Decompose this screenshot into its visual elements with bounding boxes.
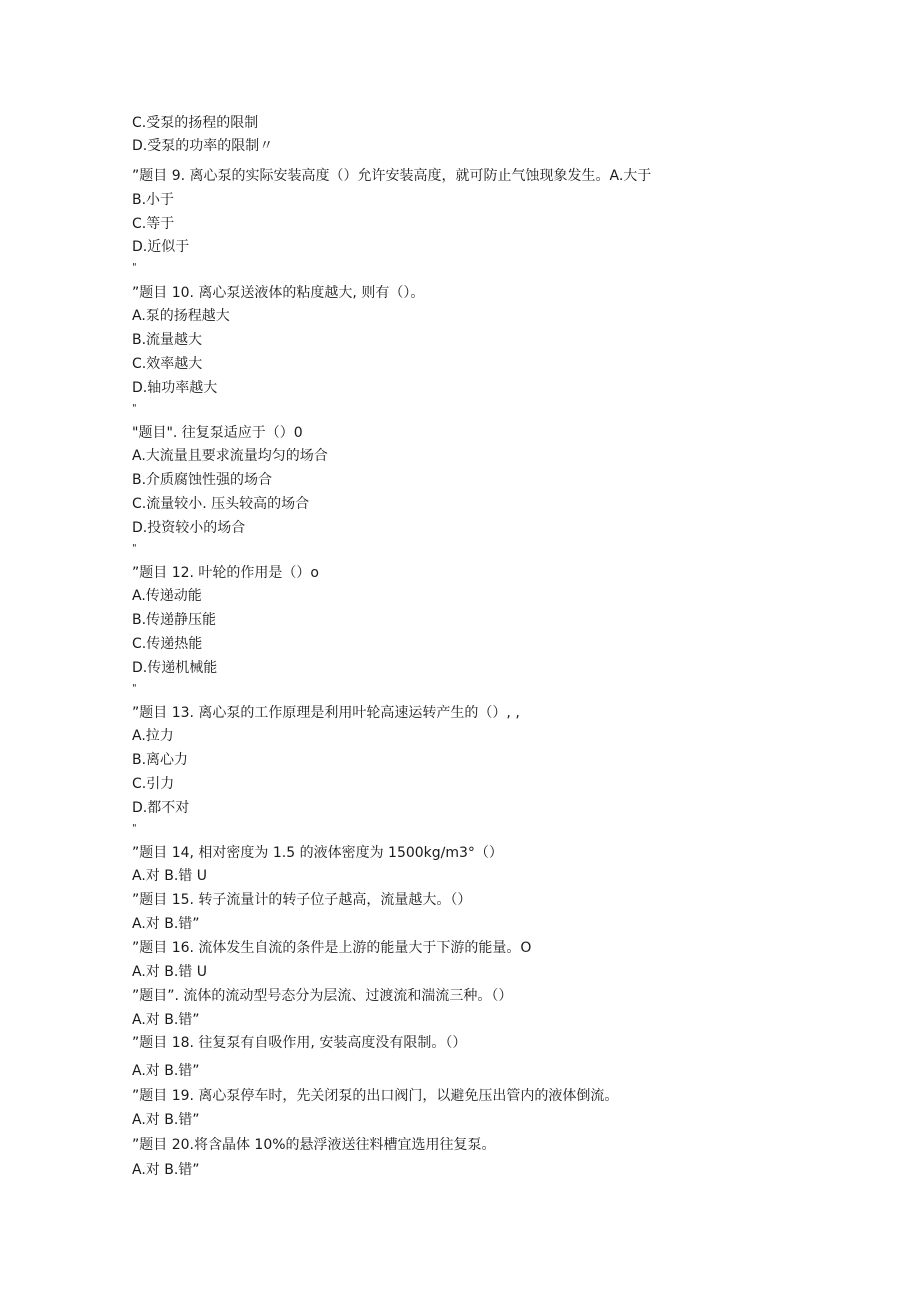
answer-option: C.传递热能 bbox=[132, 636, 203, 652]
question-text: ”题目 18. 往复泵有自吸作用, 安装高度没有限制。（） bbox=[132, 1035, 467, 1051]
answer-option: A.对 B.错” bbox=[132, 1063, 200, 1079]
question-text: "题目". 往复泵适应于（）0 bbox=[132, 425, 303, 441]
answer-option: A.大流量且要求流量均匀的场合 bbox=[132, 448, 328, 464]
answer-option: A.对 B.错” bbox=[132, 1162, 200, 1178]
answer-option: C.引力 bbox=[132, 776, 175, 792]
answer-option: D.都不对 bbox=[132, 800, 190, 816]
question-text: ”题目 15. 转子流量计的转子位子越高，流量越大。（） bbox=[132, 892, 472, 908]
answer-option: D.投资较小的场合 bbox=[132, 520, 246, 536]
question-text: ”题目 9. 离心泵的实际安装高度（）允许安装高度，就可防止气蚀现象发生。A.大于 bbox=[132, 168, 652, 184]
answer-option: B.离心力 bbox=[132, 752, 189, 768]
question-text: ”题目 16. 流体发生自流的条件是上游的能量大于下游的能量。O bbox=[132, 940, 532, 956]
answer-option: D.传递机械能 bbox=[132, 660, 218, 676]
answer-option: D.近似于 bbox=[132, 239, 190, 255]
answer-option: C.效率越大 bbox=[132, 356, 203, 372]
question-text: ”题目 10. 离心泵送液体的粘度越大, 则有（）。 bbox=[132, 285, 425, 301]
answer-option: C.受泵的扬程的限制 bbox=[132, 115, 259, 131]
question-text: ”题目 12. 叶轮的作用是（）o bbox=[132, 565, 319, 581]
stray-mark: " bbox=[132, 823, 137, 834]
answer-option: B.流量越大 bbox=[132, 332, 203, 348]
answer-option: A.对 B.错 U bbox=[132, 868, 207, 884]
answer-option: D.轴功率越大 bbox=[132, 380, 218, 396]
question-text: ”题目”. 流体的流动型号态分为层流、过渡流和湍流三种。（） bbox=[132, 988, 513, 1004]
answer-option: A.对 B.错” bbox=[132, 1112, 200, 1128]
stray-mark: " bbox=[132, 683, 137, 694]
question-text: ”题目 20.将含晶体 10%的悬浮液送往料槽宜选用往复泵。 bbox=[132, 1137, 496, 1153]
answer-option: B.传递静压能 bbox=[132, 612, 217, 628]
answer-option: A.泵的扬程越大 bbox=[132, 308, 230, 324]
answer-option: A.拉力 bbox=[132, 728, 174, 744]
answer-option: C.流量较小. 压头较高的场合 bbox=[132, 496, 310, 512]
question-text: ”题目 13. 离心泵的工作原理是利用叶轮高速运转产生的（）, , bbox=[132, 705, 520, 721]
answer-option: A.对 B.错” bbox=[132, 1012, 200, 1028]
answer-option: A.传递动能 bbox=[132, 588, 202, 604]
answer-option: A.对 B.错 U bbox=[132, 964, 207, 980]
question-text: ”题目 19. 离心泵停车时，先关闭泵的出口阀门，以避免压出管内的液体倒流。 bbox=[132, 1088, 619, 1104]
answer-option: B.介质腐蚀性强的场合 bbox=[132, 472, 273, 488]
question-text: ”题目 14, 相对密度为 1.5 的液体密度为 1500kg∕m3°（） bbox=[132, 845, 503, 861]
answer-option: D.受泵的功率的限制〃 bbox=[132, 138, 274, 154]
answer-option: C.等于 bbox=[132, 216, 175, 232]
answer-option: A.对 B.错” bbox=[132, 916, 200, 932]
stray-mark: " bbox=[132, 262, 137, 273]
answer-option: B.小于 bbox=[132, 192, 175, 208]
stray-mark: " bbox=[132, 543, 137, 554]
stray-mark: " bbox=[132, 403, 137, 414]
